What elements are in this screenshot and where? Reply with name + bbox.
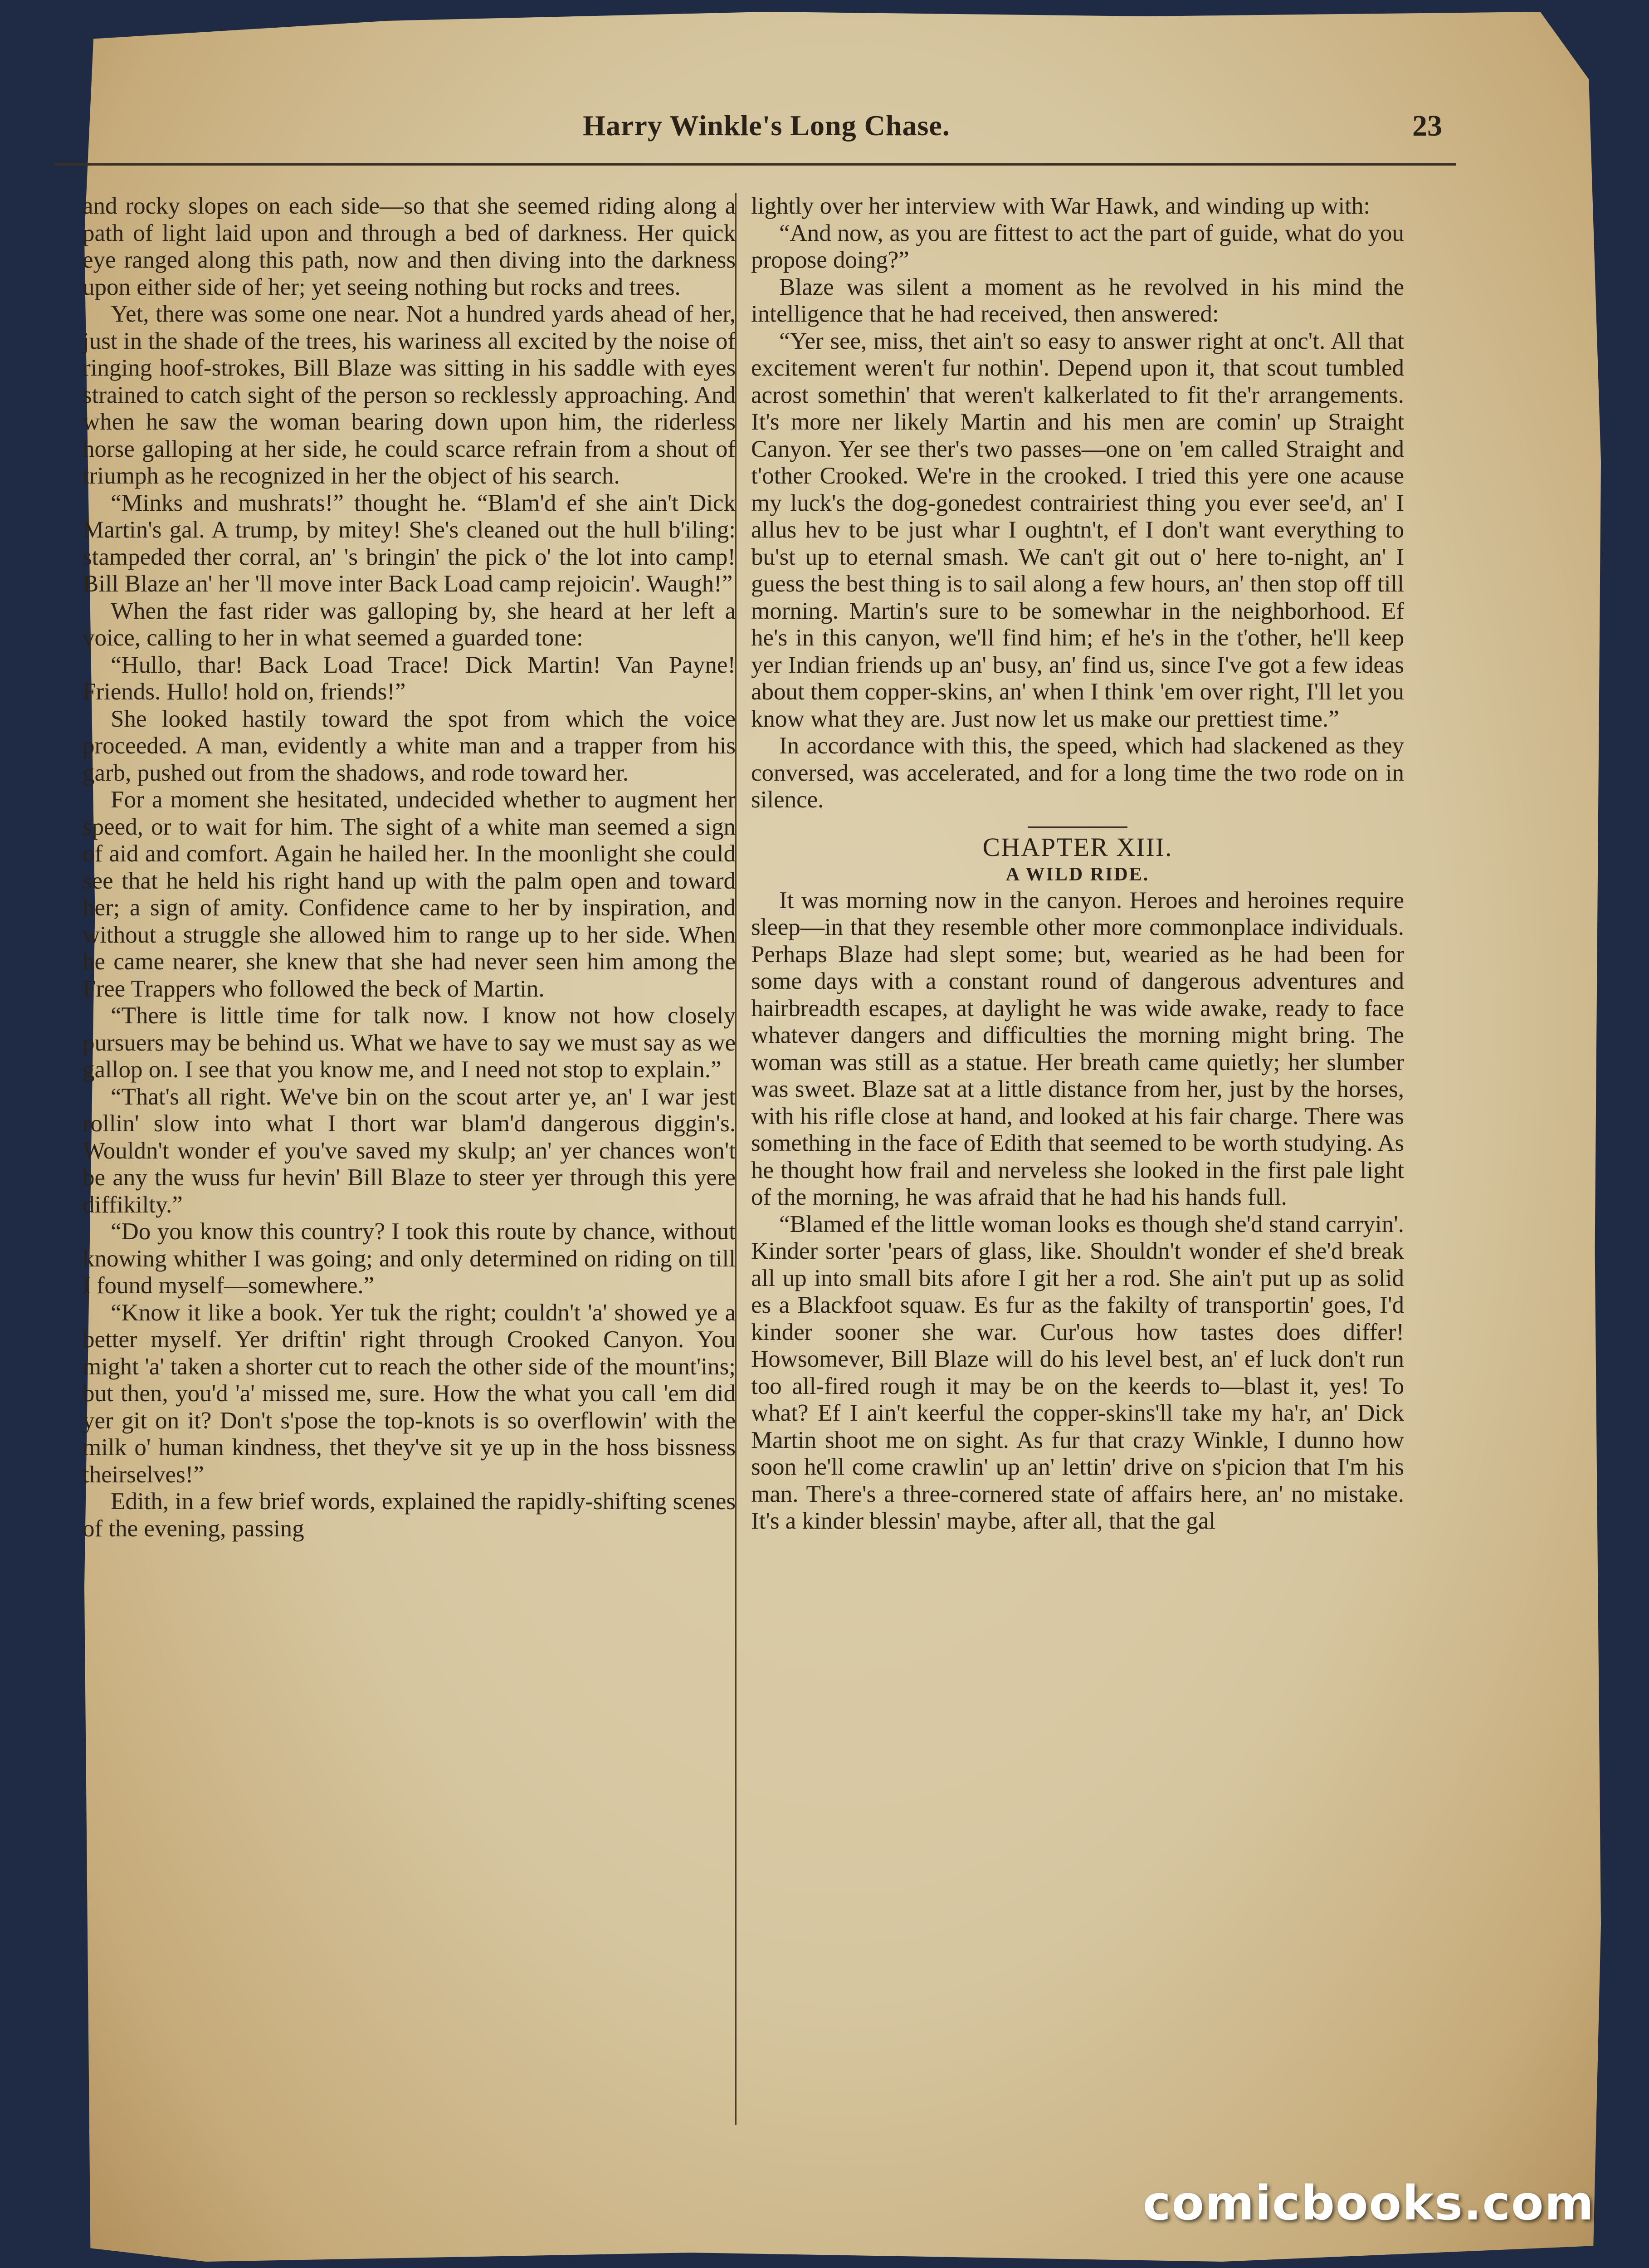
left-column (83, 193, 736, 1542)
paragraph: “And now, as you are fittest to act the part of guide, what do you propose doing?” (751, 220, 1404, 273)
paragraph: For a moment she hesitated, undecided whether to augment her speed, or to wait for him. The sight of a white man seemed a sign of aid and comfort. Again he hailed her. In the moonlight she could see that he held his right hand up with the palm open and toward her; a sign of amity. Confidence came to her by inspiration, and without a struggle she allowed him to range up to her side. When he came nearer, she knew that she had never seen him among the Free Trappers who followed the beck of Martin. (83, 787, 736, 1002)
paragraph: and rocky slopes on each side—so that she seemed riding along a path of light laid upon and through a bed of darkness. Her quick eye ranged along this path, now and then diving into the darkness upon either side of her; yet seeing nothing but rocks and trees. (83, 193, 736, 300)
paragraph: It was morning now in the canyon. Heroes and heroines require sleep—in that they resemble other more commonplace individuals. Perhaps Blaze had slept some; but, wearied as he had been for some days with a constant round of dangerous adventures and hairbreadth escapes, at daylight he was wide awake, ready to face whatever dangers and difficulties the morning might bring. The woman was still as a statue. Her breath came quietly; her slumber was sweet. Blaze sat at a little distance from her, just by the horses, with his rifle close at hand, and looked at his fair charge. There was something in the face of Edith that seemed to be worth studying. As he thought how frail and nerveless she looked in the first pale light of the morning, he was afraid that he had his hands full. (751, 887, 1404, 1210)
paragraph: Edith, in a few brief words, explained the rapidly-shifting scenes of the evening, passing (83, 1488, 736, 1542)
chapter-subtitle: A WILD RIDE. (1005, 864, 1150, 885)
running-header (91, 109, 1442, 163)
paragraph: “Blamed ef the little woman looks es though she'd stand carryin'. Kinder sorter 'pears of glass, like. Shouldn't wonder ef she'd break all up into small bits afore I git her a rod. She ain't put up as solid es a Blackfoot squaw. Es fur as the fakilty of transportin' goes, I'd kinder sooner she war. Cur'ous how tastes does differ! Howsomever, Bill Blaze will do his level best, an' ef luck don't run too all-fired rough it may be on the keerds to—blast it, yes! To what? Ef I ain't keerful the copper-skins'll take my ha'r, an' Dick Martin shoot me on sight. As fur that crazy Winkle, I dunno how soon he'll come crawlin' up an' lettin' drive on s'picion that I'm his man. There's a three-cornered state of affairs here, an' no mistake. It's a kinder blessin' maybe, after all, that the gal (751, 1211, 1404, 1534)
paragraph: “Know it like a book. Yer tuk the right; couldn't 'a' showed ye a better myself. Yer driftin' right through Crooked Canyon. You might 'a' taken a shorter cut to reach the other side of the mount'ins; but then, you'd 'a' missed me, sure. How the what you call 'em did yer git on it? Don't s'pose the top-knots is so overflowin' with the milk o' human kindness, thet they've sit ye up in the hoss bissness theirselves!” (83, 1299, 736, 1488)
page-number: 23 (1412, 109, 1442, 142)
paragraph: When the fast rider was galloping by, she heard at her left a voice, calling to her in what seemed a guarded tone: (83, 597, 736, 651)
paragraph: “Minks and mushrats!” thought he. “Blam'd ef she ain't Dick Martin's gal. A trump, by mitey! She's cleaned out the hull b'iling: stampeded ther corral, an' 's bringin' the pick o' the lot into camp! Bill Blaze an' her 'll move inter Back Load camp rejoicin'. Waugh!” (83, 489, 736, 597)
paragraph: She looked hastily toward the spot from which the voice proceeded. A man, evidently a white man and a trapper from his garb, pushed out from the shadows, and rode toward her. (83, 705, 736, 786)
paragraph: “That's all right. We've bin on the scout arter ye, an' I war jest rollin' slow into what I thort war blam'd dangerous diggin's. Wouldn't wonder ef you've saved my skulp; an' yer chances won't be any the wuss fur hevin' Bill Blaze to steer yer through this yere diffikilty.” (83, 1083, 736, 1218)
paragraph: “There is little time for talk now. I know not how closely pursuers may be behind us. What we have to say we must say as we gallop on. I see that you know me, and I need not stop to explain.” (83, 1002, 736, 1083)
paragraph: Blaze was silent a moment as he revolved in his mind the intelligence that he had received, then answered: (751, 274, 1404, 327)
paragraph: “Do you know this country? I took this route by chance, without knowing whither I was going; and only determined on riding on till I found myself—somewhere.” (83, 1218, 736, 1299)
paragraph: In accordance with this, the speed, which had slackened as they conversed, was accelerated, and for a long time the two rode on in silence. (751, 733, 1404, 813)
chapter-rule (1028, 826, 1127, 828)
chapter-title: CHAPTER XIII. (982, 832, 1173, 862)
column-divider (735, 193, 737, 2125)
paragraph: “Hullo, thar! Back Load Trace! Dick Martin! Van Payne! Friends. Hullo! hold on, friends!” (83, 651, 736, 705)
header-rule (54, 163, 1456, 166)
running-title: Harry Winkle's Long Chase. (583, 109, 950, 142)
right-column (751, 193, 1404, 1535)
watermark: comicbooks.com (1142, 2175, 1595, 2231)
paragraph: Yet, there was some one near. Not a hundred yards ahead of her, just in the shade of the trees, his wariness all excited by the noise of ringing hoof-strokes, Bill Blaze was sitting in his saddle with eyes strained to catch sight of the person so recklessly approaching. And when he saw the woman bearing down upon him, the riderless horse galloping at her side, he could scarce refrain from a shout of triumph as he recognized in her the object of his search. (83, 301, 736, 489)
paragraph: lightly over her interview with War Hawk, and winding up with: (751, 193, 1371, 219)
paragraph: “Yer see, miss, thet ain't so easy to answer right at onc't. All that excitement weren't fur nothin'. Depend upon it, that scout tumbled acrost somethin' that weren't kalkerlated to fit the'r arrangements. It's more ner likely Martin and his men are comin' up Straight Canyon. Yer see ther's two passes—one on 'em called Straight and t'other Crooked. We're in the crooked. I tried this yere one acause my luck's the dog-gonedest contrairiest thing you ever see'd, an' I allus hev to be just whar I oughtn't, ef I don't want everything to bu'st up to eternal smash. We can't git out o' here to-night, an' I guess the best thing is to sail along a few hours, an' then stop off till morning. Martin's sure to be somewhar in the neighborhood. Ef he's in this canyon, we'll find him; ef he's in the t'other, he'll keep yer Indian friends up an' busy, an' find us, since I've got a few ideas about them copper-skins, an' when I think 'em over right, I'll let you know what they are. Just now let us make our prettiest time.” (751, 327, 1404, 732)
